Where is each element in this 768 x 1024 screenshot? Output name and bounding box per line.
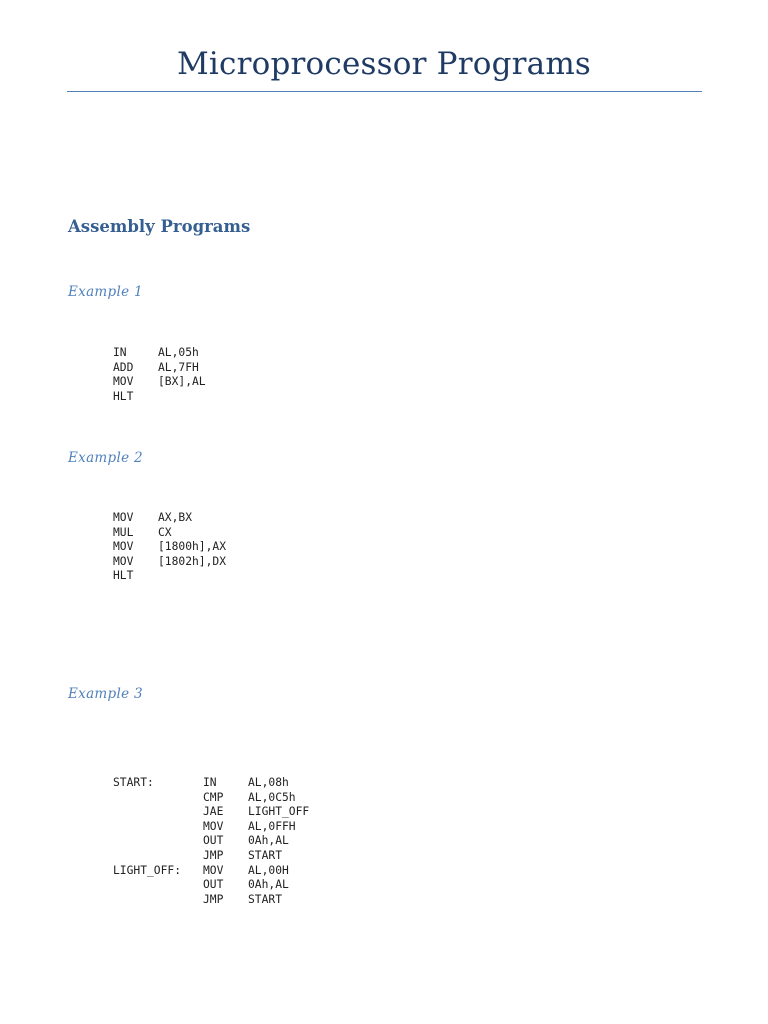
code-opcode: HLT bbox=[113, 389, 134, 403]
code-opcode: CMP bbox=[203, 790, 224, 804]
code-operand: CX bbox=[158, 525, 172, 539]
example-1-code bbox=[113, 346, 206, 404]
code-opcode: IN bbox=[203, 776, 217, 789]
example-1-heading: Example 1 bbox=[68, 284, 143, 300]
code-opcode: MOV bbox=[203, 819, 224, 833]
section-heading: Assembly Programs bbox=[68, 217, 251, 236]
code-operand: 0Ah,AL bbox=[248, 878, 289, 892]
code-opcode: OUT bbox=[203, 878, 224, 892]
code-label: START: bbox=[113, 776, 154, 789]
code-operand: [1802h],DX bbox=[158, 554, 227, 568]
code-line bbox=[113, 375, 206, 390]
code-opcode: ADD bbox=[113, 360, 134, 374]
code-opcode: MOV bbox=[113, 554, 134, 568]
code-opcode: MOV bbox=[203, 863, 224, 877]
example-2-code bbox=[113, 511, 226, 584]
code-label bbox=[113, 893, 203, 908]
code-label bbox=[113, 791, 203, 806]
code-label bbox=[113, 805, 203, 820]
example-3-heading: Example 3 bbox=[68, 686, 143, 702]
code-opcode: MOV bbox=[113, 511, 134, 524]
code-line bbox=[113, 776, 309, 791]
title-underline bbox=[67, 91, 702, 92]
code-line bbox=[113, 864, 309, 879]
code-line bbox=[113, 820, 309, 835]
code-line bbox=[113, 791, 309, 806]
code-line bbox=[113, 849, 309, 864]
code-opcode: JMP bbox=[203, 892, 224, 906]
code-operand: AL,00H bbox=[248, 863, 289, 877]
code-line bbox=[113, 540, 226, 555]
code-operand: 0Ah,AL bbox=[248, 834, 289, 848]
code-operand: [BX],AL bbox=[158, 375, 206, 389]
code-operand: AX,BX bbox=[158, 511, 193, 524]
code-line bbox=[113, 893, 309, 908]
code-operand: AL,0FFH bbox=[248, 819, 296, 833]
code-opcode: MOV bbox=[113, 375, 134, 389]
code-operand: START bbox=[248, 848, 283, 862]
code-label bbox=[113, 849, 203, 864]
code-opcode: HLT bbox=[113, 569, 134, 583]
code-operand: AL,0C5h bbox=[248, 790, 296, 804]
document-title: Microprocessor Programs bbox=[176, 46, 592, 82]
code-line bbox=[113, 834, 309, 849]
code-label: LIGHT_OFF: bbox=[113, 863, 182, 877]
code-line bbox=[113, 878, 309, 893]
code-opcode: MUL bbox=[113, 525, 134, 539]
code-line bbox=[113, 805, 309, 820]
code-opcode: MOV bbox=[113, 540, 134, 554]
code-line bbox=[113, 569, 226, 584]
example-2-heading: Example 2 bbox=[68, 450, 143, 466]
code-operand: AL,08h bbox=[248, 776, 289, 789]
code-line bbox=[113, 555, 226, 570]
code-line bbox=[113, 361, 206, 376]
code-label bbox=[113, 820, 203, 835]
code-operand: AL,7FH bbox=[158, 360, 199, 374]
code-opcode: IN bbox=[113, 346, 127, 359]
code-operand: AL,05h bbox=[158, 346, 199, 359]
code-operand: START bbox=[248, 892, 283, 906]
code-line bbox=[113, 346, 206, 361]
code-line bbox=[113, 511, 226, 526]
code-opcode: JAE bbox=[203, 805, 224, 819]
code-label bbox=[113, 834, 203, 849]
code-operand: LIGHT_OFF bbox=[248, 805, 310, 819]
code-opcode: OUT bbox=[203, 834, 224, 848]
code-line bbox=[113, 390, 206, 405]
code-line bbox=[113, 526, 226, 541]
code-opcode: JMP bbox=[203, 848, 224, 862]
example-3-code bbox=[113, 776, 309, 907]
code-label bbox=[113, 878, 203, 893]
code-operand: [1800h],AX bbox=[158, 540, 227, 554]
